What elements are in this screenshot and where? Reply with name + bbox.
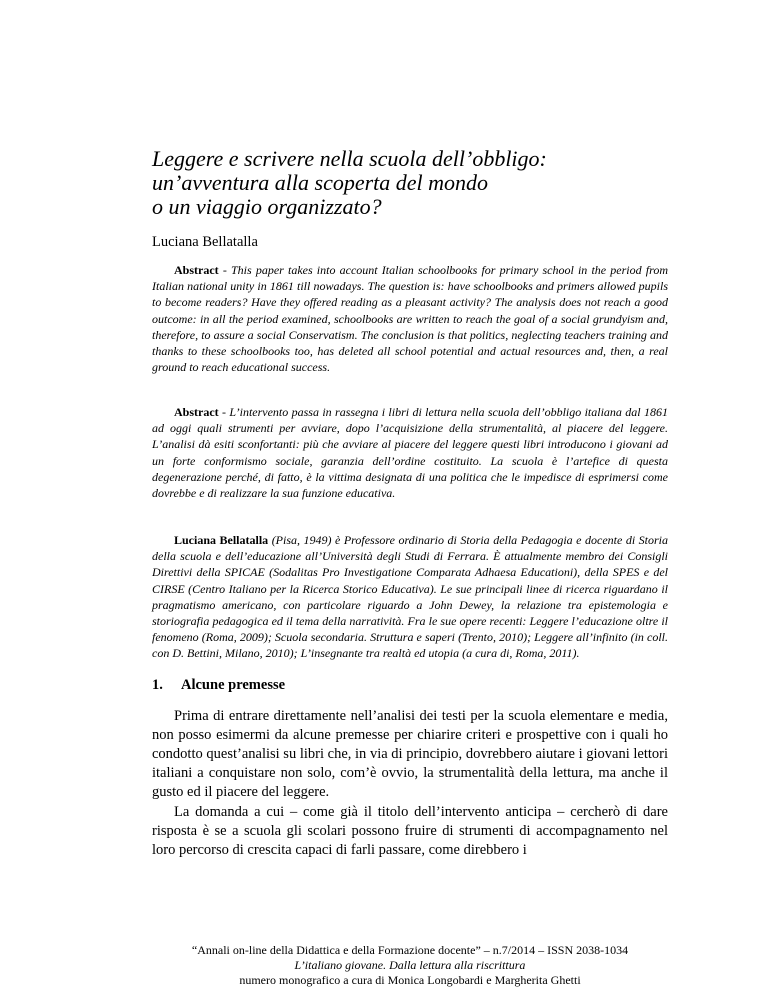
footer-journal: “Annali on-line della Didattica e della Formazione docente” – n.7/2014 – ISSN 2038-1034 bbox=[191, 943, 629, 957]
author-bio bbox=[152, 532, 668, 662]
section-number: 1. bbox=[152, 677, 163, 693]
abstract-text: - L’intervento passa in rassegna i libri di lettura nella scuola dell’obbligo italiana dal 1861 ad oggi quali strumenti per avviare, dopo l’acquisizione della strumentalità, al piacere del leggere. L’analisi dà esiti sconfortanti: più che avviare al piacere del leggere questi libri introducono i giovani ad un forte conformismo sociale, garanzia dell’ordine costituito. La scuola è l’artefice di questa degenerazione perché, di fatto, è la vittima designata di una politica che le impedisce di esprimersi come dovrebbe e di realizzare la sua funzione educativa. bbox=[152, 405, 668, 501]
abstract-label: Abstract bbox=[174, 263, 219, 277]
abstract-text: - This paper takes into account Italian schoolbooks for primary school in the period from Italian national unity in 1861 till nowadays. The question is: have schoolbooks and primers allowed pupils to become readers? Have they offered reading as a pleasant activity? The analysis does not reach a good outcome: in all the period examined, schoolbooks are written to reach the goal of a social grundyism and, therefore, to assure a social Conservatism. The conclusion is that politics, neglecting teachers training and thanks to these schoolbooks too, has deleted all school potential and actual resources and, then, a real ground to reach educational success. bbox=[152, 263, 668, 375]
footer-editors: numero monografico a cura di Monica Longobardi e Margherita Ghetti bbox=[239, 973, 581, 987]
title-line: Leggere e scrivere nella scuola dell’obbligo: bbox=[152, 146, 547, 171]
title-line: o un viaggio organizzato? bbox=[152, 194, 382, 219]
section-title: Alcune premesse bbox=[181, 677, 286, 693]
body-paragraph: Prima di entrare direttamente nell’analisi dei testi per la scuola elementare e media, non posso esimermi da alcune premesse per chiarire criteri e prospettive con i quali ho condotto quest’analisi su libri che, in via di principio, dovrebbero aiutare i giovani lettori italiani a conquistare non solo, com’è ovvio, la strumentalità della lettura, ma anche il gusto ed il piacere del leggere. bbox=[152, 708, 668, 800]
footer-issue-title: L’italiano giovane. Dalla lettura alla riscrittura bbox=[294, 958, 526, 972]
title-line: un’avventura alla scoperta del mondo bbox=[152, 170, 489, 195]
body-paragraph: La domanda a cui – come già il titolo dell’intervento anticipa – cercherò di dare risposta è se a scuola gli scolari possono fruire di strumenti di accompagnamento nel loro percorso di crescita capaci di farli passare, come direbbero i bbox=[152, 804, 668, 858]
abstract-label: Abstract bbox=[174, 405, 219, 419]
article-title bbox=[152, 147, 672, 219]
bio-author-name: Luciana Bellatalla bbox=[174, 533, 269, 547]
abstract-italian bbox=[152, 404, 668, 501]
bio-text: (Pisa, 1949) è Professore ordinario di Storia della Pedagogia e docente di Storia della scuola e dell’educazione all’Università degli Studi di Ferrara. È attualmente membro dei Consigli Direttivi della SPICAE (Sodalitas Pro Investigatione Comparata Adhaesa Educationi), della SPES e del CIRSE (Centro Italiano per la Ricerca Storico Educativa). Le sue principali linee di ricerca riguardano il pragmatismo americano, con particolare riguardo a John Dewey, la relazione tra epistemologia e storiografia pedagogica ed il tema della narratività. Fra le sue opere recenti: Leggere l’educazione oltre il fenomeno (Roma, 2009); Scuola secondaria. Struttura e saperi (Trento, 2010); Leggere all’infinito (in coll. con D. Bettini, Milano, 2010); L’insegnante tra realtà ed utopia (a cura di, Roma, 2011). bbox=[152, 533, 668, 661]
author-name: Luciana Bellatalla bbox=[152, 234, 258, 250]
abstract-english bbox=[152, 262, 668, 375]
section-heading bbox=[152, 676, 668, 694]
page-footer bbox=[152, 943, 668, 988]
